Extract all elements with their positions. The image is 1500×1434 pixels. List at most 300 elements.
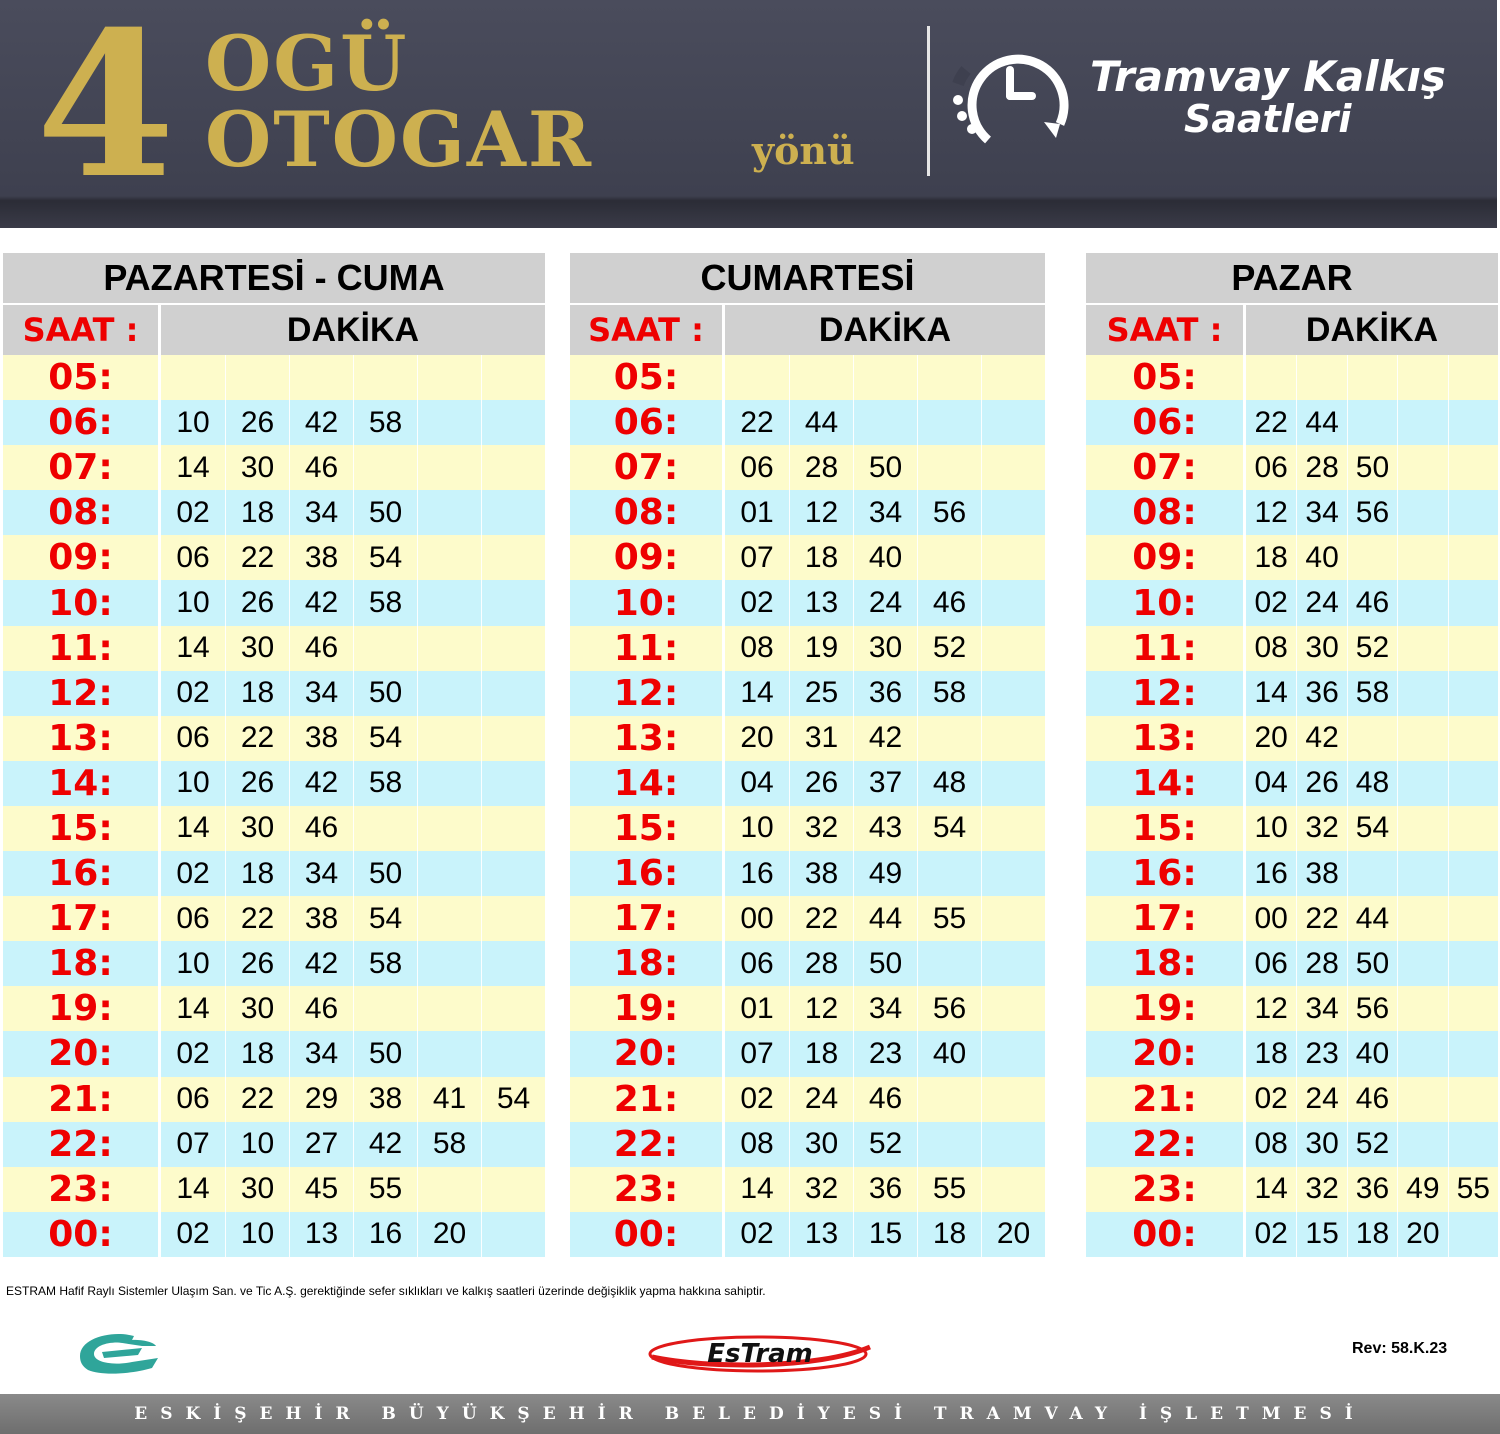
minute-cell: 01 <box>740 991 774 1025</box>
minute-cell: 24 <box>853 580 917 625</box>
minute-cell: 22 <box>789 896 853 941</box>
minute-cell <box>1347 355 1397 400</box>
table-row <box>1086 671 1498 716</box>
minute-cell: 20 <box>981 1212 1045 1257</box>
minute-cell: 14 <box>176 991 210 1025</box>
minute-cell <box>1448 1077 1498 1122</box>
minute-cell: 54 <box>353 716 417 761</box>
minute-cell: 36 <box>1347 1167 1397 1212</box>
minute-cell <box>981 535 1045 580</box>
schedule-table <box>1086 253 1498 1257</box>
table-row <box>3 580 545 625</box>
minute-cell: 54 <box>1347 806 1397 851</box>
minute-cell <box>1347 535 1397 580</box>
minute-column-header: DAKİKA <box>725 305 1045 355</box>
hour-cell: 22: <box>3 1122 161 1167</box>
minute-cell <box>1448 626 1498 671</box>
minute-cell: 04 <box>740 766 774 800</box>
minute-cell <box>417 445 481 490</box>
minute-cell: 10 <box>225 1212 289 1257</box>
table-row <box>3 1031 545 1076</box>
schedule-day-title: CUMARTESİ <box>570 253 1045 303</box>
table-row <box>570 1031 1045 1076</box>
minute-column-header: DAKİKA <box>1246 305 1498 355</box>
minute-cell: 06 <box>176 901 210 935</box>
minute-cell <box>1397 445 1447 490</box>
minute-cell <box>981 1077 1045 1122</box>
minute-cell: 02 <box>176 495 210 529</box>
minute-cell <box>417 400 481 445</box>
minute-cell <box>481 535 545 580</box>
minute-cell: 54 <box>353 896 417 941</box>
hour-cell: 06: <box>1086 400 1246 445</box>
table-row <box>570 716 1045 761</box>
minute-cell: 49 <box>853 851 917 896</box>
hour-cell: 09: <box>570 535 725 580</box>
minute-cell: 58 <box>353 580 417 625</box>
table-row <box>570 671 1045 716</box>
minute-cell <box>1448 580 1498 625</box>
minute-cell: 10 <box>176 586 210 620</box>
minute-cell: 18 <box>917 1212 981 1257</box>
minute-cell: 44 <box>1347 896 1397 941</box>
minute-cell <box>1397 535 1447 580</box>
table-row <box>1086 355 1498 400</box>
hour-cell: 12: <box>3 671 161 716</box>
line-number: 4 <box>36 0 176 223</box>
hour-cell: 15: <box>570 806 725 851</box>
hour-cell: 10: <box>570 580 725 625</box>
table-row <box>1086 1167 1498 1212</box>
minute-cell: 50 <box>353 671 417 716</box>
minute-cell <box>417 355 481 400</box>
minute-cell: 36 <box>1296 671 1346 716</box>
minute-cell: 36 <box>853 671 917 716</box>
minute-cell: 58 <box>917 671 981 716</box>
minute-cell <box>1448 851 1498 896</box>
minute-cell: 08 <box>1254 631 1288 665</box>
minute-cell: 58 <box>353 400 417 445</box>
table-row <box>570 986 1045 1031</box>
minute-cell: 18 <box>1347 1212 1397 1257</box>
minute-cell: 40 <box>917 1031 981 1076</box>
table-row <box>3 355 545 400</box>
minute-cell: 02 <box>740 1082 774 1116</box>
minute-cell: 22 <box>225 716 289 761</box>
minute-cell <box>1347 400 1397 445</box>
hour-cell: 14: <box>3 761 161 806</box>
minute-cell <box>1397 986 1447 1031</box>
minute-cell <box>1448 1031 1498 1076</box>
minute-cell: 13 <box>789 580 853 625</box>
minute-cell: 02 <box>176 676 210 710</box>
minute-cell: 18 <box>225 490 289 535</box>
table-row <box>570 535 1045 580</box>
minute-cell: 12 <box>789 986 853 1031</box>
minute-cell: 06 <box>176 1082 210 1116</box>
table-row <box>570 851 1045 896</box>
table-row <box>1086 1122 1498 1167</box>
table-row <box>1086 806 1498 851</box>
minute-cell <box>917 400 981 445</box>
minute-cell <box>481 851 545 896</box>
minute-cell <box>1246 355 1296 400</box>
hour-cell: 21: <box>570 1077 725 1122</box>
minute-cell: 14 <box>176 811 210 845</box>
minute-cell: 38 <box>1296 851 1346 896</box>
minute-cell: 36 <box>853 1167 917 1212</box>
minute-cell: 00 <box>1254 901 1288 935</box>
minute-cell: 18 <box>789 535 853 580</box>
minute-cell: 15 <box>853 1212 917 1257</box>
hour-cell: 17: <box>570 896 725 941</box>
minute-cell: 02 <box>176 856 210 890</box>
minute-cell: 55 <box>917 896 981 941</box>
title-line2: Saatleri <box>1184 97 1352 141</box>
clock-icon <box>948 44 1080 148</box>
hour-cell: 14: <box>570 761 725 806</box>
hour-cell: 13: <box>1086 716 1246 761</box>
hour-cell: 11: <box>1086 626 1246 671</box>
minute-cell <box>481 580 545 625</box>
minute-cell <box>981 941 1045 986</box>
column-header-row <box>3 303 545 355</box>
hour-cell: 11: <box>570 626 725 671</box>
minute-cell: 26 <box>225 400 289 445</box>
table-row <box>570 806 1045 851</box>
minute-cell: 38 <box>353 1077 417 1122</box>
minute-cell: 14 <box>740 676 774 710</box>
minute-cell <box>725 355 789 400</box>
minute-cell: 20 <box>1254 721 1288 755</box>
minute-cell: 34 <box>853 490 917 535</box>
minute-cell <box>1448 941 1498 986</box>
minute-cell: 30 <box>1296 626 1346 671</box>
minute-cell: 30 <box>1296 1122 1346 1167</box>
minute-cell <box>1347 716 1397 761</box>
minute-cell: 34 <box>853 986 917 1031</box>
table-row <box>1086 535 1498 580</box>
minute-cell: 48 <box>1347 761 1397 806</box>
disclaimer-text: ESTRAM Hafif Raylı Sistemler Ulaşım San. ve Tic A.Ş. gerektiğinde sefer sıklıkları ve kalkış saatleri üzerinde değişiklik yapma hakkına sahiptir. <box>6 1284 766 1298</box>
minute-cell: 52 <box>917 626 981 671</box>
table-row <box>570 400 1045 445</box>
header-divider <box>927 26 930 176</box>
minute-cell <box>417 941 481 986</box>
minute-cell <box>481 1167 545 1212</box>
minute-cell: 46 <box>1347 580 1397 625</box>
minute-cell: 07 <box>176 1127 210 1161</box>
minute-cell: 42 <box>289 941 353 986</box>
minute-cell <box>353 986 417 1031</box>
table-row <box>1086 896 1498 941</box>
minute-cell <box>417 716 481 761</box>
minute-cell: 10 <box>176 405 210 439</box>
minute-cell <box>1448 535 1498 580</box>
hour-cell: 16: <box>570 851 725 896</box>
minute-cell: 13 <box>289 1212 353 1257</box>
minute-cell <box>1347 851 1397 896</box>
table-row <box>570 1212 1045 1257</box>
minute-cell: 02 <box>740 586 774 620</box>
minute-cell <box>225 355 289 400</box>
minute-cell: 30 <box>225 445 289 490</box>
minute-cell: 46 <box>289 445 353 490</box>
estram-logo-text: EsTram <box>707 1339 813 1369</box>
table-row <box>1086 580 1498 625</box>
minute-cell <box>417 851 481 896</box>
minute-cell: 26 <box>225 580 289 625</box>
minute-cell: 23 <box>853 1031 917 1076</box>
minute-cell: 07 <box>740 540 774 574</box>
minute-cell: 30 <box>225 1167 289 1212</box>
table-row <box>3 1212 545 1257</box>
minute-cell <box>917 355 981 400</box>
minute-cell: 08 <box>1254 1127 1288 1161</box>
minute-cell <box>161 355 225 400</box>
minute-cell <box>917 941 981 986</box>
minute-cell: 24 <box>1296 580 1346 625</box>
minute-cell <box>981 1122 1045 1167</box>
header-banner <box>0 0 1497 228</box>
minute-cell <box>981 355 1045 400</box>
minute-cell: 00 <box>740 901 774 935</box>
minute-cell <box>917 445 981 490</box>
minute-cell: 10 <box>176 946 210 980</box>
minute-cell: 55 <box>917 1167 981 1212</box>
minute-cell: 13 <box>789 1212 853 1257</box>
minute-cell: 37 <box>853 761 917 806</box>
table-row <box>570 490 1045 535</box>
minute-cell: 08 <box>740 631 774 665</box>
minute-cell: 34 <box>1296 490 1346 535</box>
minute-cell <box>1448 896 1498 941</box>
minute-cell: 42 <box>289 580 353 625</box>
minute-cell: 34 <box>289 671 353 716</box>
minute-cell: 18 <box>789 1031 853 1076</box>
minute-cell <box>1397 1077 1447 1122</box>
hour-cell: 18: <box>1086 941 1246 986</box>
minute-cell: 43 <box>853 806 917 851</box>
destination-line1: OGÜ <box>205 19 409 108</box>
hour-cell: 07: <box>3 445 161 490</box>
minute-cell: 42 <box>289 761 353 806</box>
minute-cell <box>481 896 545 941</box>
minute-cell <box>981 1167 1045 1212</box>
minute-cell: 22 <box>1254 405 1288 439</box>
schedule-table <box>570 253 1045 1257</box>
minute-cell <box>1296 355 1346 400</box>
minute-cell <box>981 851 1045 896</box>
hour-cell: 11: <box>3 626 161 671</box>
minute-cell: 14 <box>1254 676 1288 710</box>
hour-cell: 23: <box>570 1167 725 1212</box>
minute-cell: 32 <box>789 1167 853 1212</box>
minute-cell <box>353 626 417 671</box>
minute-cell <box>353 445 417 490</box>
table-row <box>570 941 1045 986</box>
minute-cell <box>981 896 1045 941</box>
minute-cell: 34 <box>289 490 353 535</box>
hour-cell: 00: <box>570 1212 725 1257</box>
minute-cell <box>417 490 481 535</box>
destination-line2: OTOGAR <box>205 95 593 184</box>
minute-cell: 26 <box>789 761 853 806</box>
minute-cell: 58 <box>1347 671 1397 716</box>
minute-cell: 42 <box>1296 716 1346 761</box>
minute-cell <box>481 490 545 535</box>
minute-cell: 38 <box>289 716 353 761</box>
minute-cell: 30 <box>853 626 917 671</box>
minute-cell: 24 <box>789 1077 853 1122</box>
hour-cell: 21: <box>3 1077 161 1122</box>
minute-cell: 18 <box>1254 540 1288 574</box>
minute-cell: 24 <box>1296 1077 1346 1122</box>
hour-cell: 22: <box>1086 1122 1246 1167</box>
minute-cell: 10 <box>1254 811 1288 845</box>
minute-cell: 50 <box>1347 445 1397 490</box>
minute-cell: 14 <box>1254 1172 1288 1206</box>
minute-cell <box>417 806 481 851</box>
minute-cell <box>481 761 545 806</box>
hour-cell: 06: <box>570 400 725 445</box>
minute-cell <box>417 761 481 806</box>
minute-cell <box>981 580 1045 625</box>
minute-cell <box>1397 1031 1447 1076</box>
minute-cell: 44 <box>789 400 853 445</box>
minute-cell: 54 <box>917 806 981 851</box>
minute-cell: 10 <box>176 766 210 800</box>
minute-cell: 50 <box>1347 941 1397 986</box>
hour-cell: 17: <box>3 896 161 941</box>
minute-cell: 38 <box>789 851 853 896</box>
minute-cell <box>1448 490 1498 535</box>
hour-cell: 00: <box>1086 1212 1246 1257</box>
minute-cell <box>417 626 481 671</box>
minute-cell: 34 <box>289 851 353 896</box>
minute-cell: 18 <box>225 1031 289 1076</box>
minute-cell <box>981 1031 1045 1076</box>
minute-cell: 40 <box>853 535 917 580</box>
minute-cell: 12 <box>1254 495 1288 529</box>
minute-cell <box>1397 580 1447 625</box>
table-row <box>3 445 545 490</box>
minute-cell: 44 <box>1296 400 1346 445</box>
hour-cell: 05: <box>3 355 161 400</box>
minute-cell <box>481 626 545 671</box>
minute-cell: 29 <box>289 1077 353 1122</box>
minute-cell <box>417 1167 481 1212</box>
municipality-logo <box>72 1328 164 1376</box>
minute-cell <box>481 355 545 400</box>
minute-cell <box>481 400 545 445</box>
minute-cell: 56 <box>917 986 981 1031</box>
table-row <box>570 1122 1045 1167</box>
hour-cell: 05: <box>570 355 725 400</box>
table-row <box>3 806 545 851</box>
minute-cell: 20 <box>417 1212 481 1257</box>
table-row <box>1086 1077 1498 1122</box>
table-row <box>3 671 545 716</box>
minute-cell <box>981 490 1045 535</box>
minute-cell <box>1397 896 1447 941</box>
hour-cell: 18: <box>570 941 725 986</box>
minute-cell <box>1397 490 1447 535</box>
minute-cell: 48 <box>917 761 981 806</box>
minute-cell: 52 <box>1347 626 1397 671</box>
minute-cell <box>981 761 1045 806</box>
minute-cell: 14 <box>176 1172 210 1206</box>
minute-cell: 26 <box>225 941 289 986</box>
minute-cell: 20 <box>1397 1212 1447 1257</box>
minute-cell: 06 <box>740 946 774 980</box>
minute-cell <box>417 986 481 1031</box>
minute-cell <box>789 355 853 400</box>
minute-cell: 44 <box>853 896 917 941</box>
minute-cell: 15 <box>1296 1212 1346 1257</box>
minute-cell: 32 <box>789 806 853 851</box>
table-row <box>3 626 545 671</box>
minute-cell <box>981 626 1045 671</box>
hour-cell: 19: <box>3 986 161 1031</box>
minute-cell: 55 <box>353 1167 417 1212</box>
minute-cell <box>417 535 481 580</box>
minute-cell: 02 <box>176 1217 210 1251</box>
minute-cell: 22 <box>1296 896 1346 941</box>
minute-cell: 18 <box>225 671 289 716</box>
hour-cell: 08: <box>1086 490 1246 535</box>
minute-cell: 41 <box>417 1077 481 1122</box>
table-row <box>3 490 545 535</box>
minute-cell: 02 <box>1254 1217 1288 1251</box>
minute-cell: 19 <box>789 626 853 671</box>
bottom-banner-text: ESKİŞEHİR BÜYÜKŞEHİR BELEDİYESİ TRAMVAY İŞLETMESİ <box>134 1404 1366 1424</box>
minute-cell <box>981 445 1045 490</box>
minute-cell: 10 <box>740 811 774 845</box>
table-row <box>1086 1212 1498 1257</box>
table-row <box>3 761 545 806</box>
hour-cell: 16: <box>1086 851 1246 896</box>
minute-cell <box>353 355 417 400</box>
minute-cell <box>481 716 545 761</box>
minute-cell: 07 <box>740 1036 774 1070</box>
hour-cell: 14: <box>1086 761 1246 806</box>
minute-cell: 50 <box>353 851 417 896</box>
table-row <box>3 1077 545 1122</box>
minute-cell: 54 <box>353 535 417 580</box>
minute-cell <box>853 400 917 445</box>
minute-cell: 26 <box>1296 761 1346 806</box>
table-row <box>1086 941 1498 986</box>
minute-cell <box>1448 1212 1498 1257</box>
minute-cell: 32 <box>1296 806 1346 851</box>
minute-cell <box>917 535 981 580</box>
table-row <box>1086 986 1498 1031</box>
minute-cell <box>481 671 545 716</box>
minute-cell <box>1397 671 1447 716</box>
minute-cell: 28 <box>789 445 853 490</box>
minute-cell <box>1397 941 1447 986</box>
table-row <box>1086 761 1498 806</box>
minute-cell <box>1448 1122 1498 1167</box>
table-row <box>3 400 545 445</box>
minute-cell <box>981 400 1045 445</box>
minute-cell: 06 <box>176 721 210 755</box>
minute-cell <box>1448 400 1498 445</box>
minute-cell: 46 <box>289 806 353 851</box>
minute-cell: 52 <box>1347 1122 1397 1167</box>
minute-cell <box>1397 355 1447 400</box>
